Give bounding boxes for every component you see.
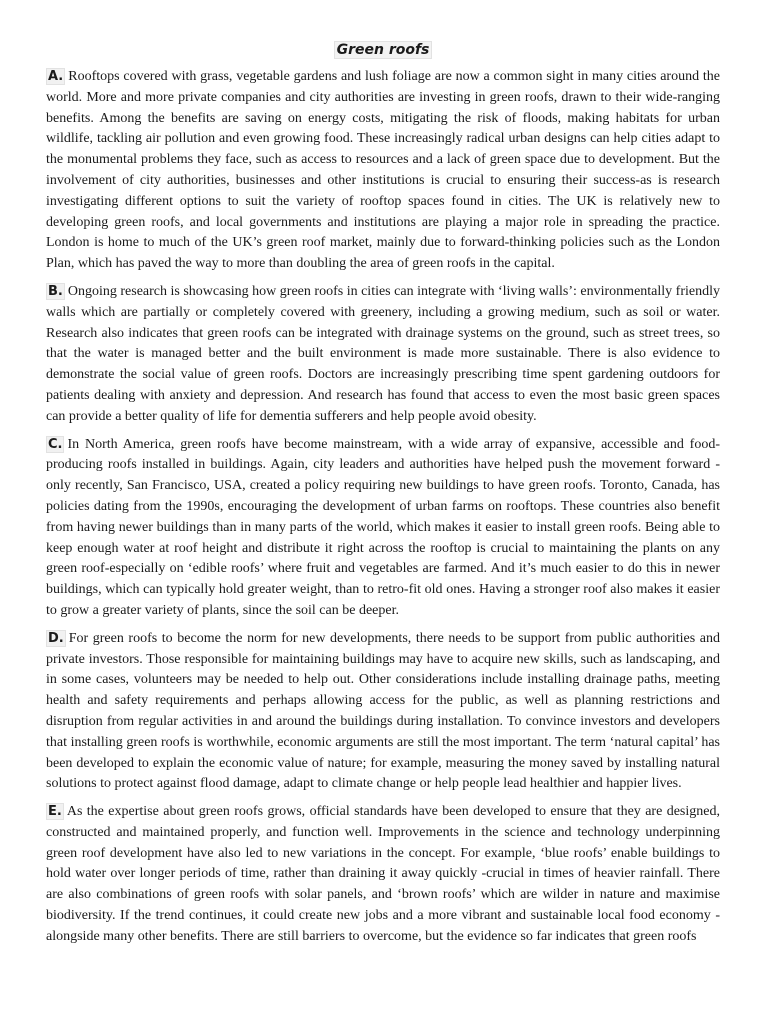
paragraph-text-a: Rooftops covered with grass, vegetable gardens and lush foliage are now a common sight in many cities around the world. More and more private companies and city authorities are investing in green roofs, drawn to their wide-ranging benefits. Among the benefits are saving on energy costs, mitigating the risk of floods, making habitats for urban wildlife, tackling air pollution and even growing food. These increasingly radical urban designs can help cities adapt to the monumental problems they face, such as access to resources and a lack of green space due to development. But the involvement of city authorities, businesses and other institutions is crucial to ensuring their success-as is research investigating different options to suit the variety of rooftop spaces found in cities. The UK is relatively new to developing green roofs, and local governments and institutions are playing a major role in spreading the practice. London is home to much of the UK’s green roof market, mainly due to forward-thinking policies such as the London Plan, which has paved the way to more than doubling the area of green roofs in the capital. xyxy=(46,69,720,272)
paragraph-letter-b: B. xyxy=(48,283,63,299)
paragraph-letter-a: A. xyxy=(48,69,64,84)
paragraph-letter-e: E. xyxy=(48,804,62,820)
document-title-text: Green roofs xyxy=(334,41,433,59)
paragraph-a xyxy=(46,67,720,275)
paragraph-text-d: For green roofs to become the norm for new developments, there needs to be support from public authorities and private investors. Those responsible for maintaining buildings may have to acquire new skills, such as landscaping, and in some cases, volunteers may be needed to help out. Other considerations include installing drainage paths, meeting health and safety requirements and perhaps allowing access for the public, as well as planning restrictions and disruption from regular activities in and around the buildings during installation. To convince investors and developers that installing green roofs is worthwhile, economic arguments are still the most important. The term ‘natural capital’ has been developed to explain the economic value of nature; for example, measuring the money saved by installing natural solutions to protect against flood damage, adapt to climate change or help people lead healthier and happier lives. xyxy=(46,630,720,792)
paragraph-b xyxy=(46,282,720,428)
paragraph-e xyxy=(46,802,720,948)
paragraph-d xyxy=(46,629,720,795)
document-page xyxy=(46,40,720,955)
paragraph-letter-c: C. xyxy=(48,436,63,452)
paragraph-text-e: As the expertise about green roofs grows, official standards have been developed to ensure that they are designed, constructed and maintained properly, and function well. Improvements in the science and technology underpinning green roof development have also led to new variations in the concept. For example, ‘blue roofs’ enable buildings to hold water over longer periods of time, rather than draining it away quickly -crucial in times of heavier rainfall. There are also combinations of green roofs with solar panels, and ‘brown roofs’ which are wilder in nature and maximise biodiversity. If the trend continues, it could create new jobs and a more vibrant and sustainable local food economy - alongside many other benefits. There are still barriers to overcome, but the evidence so far indicates that green roofs xyxy=(46,804,720,944)
paragraph-letter-d: D. xyxy=(48,630,64,646)
paragraph-text-c: In North America, green roofs have become mainstream, with a wide array of expansive, accessible and food-producing roofs installed in buildings. Again, city leaders and authorities have helped push the movement forward - only recently, San Francisco, USA, created a policy requiring new buildings to have green roofs. Toronto, Canada, has policies dating from the 1990s, encouraging the development of urban farms on rooftops. These countries also benefit from having newer buildings than in many parts of the world, which makes it easier to install green roofs. Being able to keep enough water at roof height and distribute it right across the rooftop is crucial to maintaining the plants on any green roof-especially on ‘edible roofs’ where fruit and vegetables are farmed. And it’s much easier to do this in newer buildings, which can typically hold greater weight, than to retro-fit old ones. Having a stronger roof also makes it easier to grow a greater variety of plants, since the soil can be deeper. xyxy=(46,436,720,618)
paragraph-c xyxy=(46,435,720,622)
paragraph-text-b: Ongoing research is showcasing how green roofs in cities can integrate with ‘living walls’: environmentally friendly walls which are partially or completely covered with greenery, including a growing medium, such as soil or water. Research also indicates that green roofs can be integrated with drainage systems on the ground, such as street trees, so that the water is managed better and the built environment is made more sustainable. There is also evidence to demonstrate the social value of green roofs. Doctors are increasingly prescribing time spent gardening outdoors for patients dealing with anxiety and depression. And research has found that access to even the most basic green spaces can provide a better quality of life for dementia sufferers and help people avoid obesity. xyxy=(46,283,720,424)
document-title xyxy=(46,40,720,60)
